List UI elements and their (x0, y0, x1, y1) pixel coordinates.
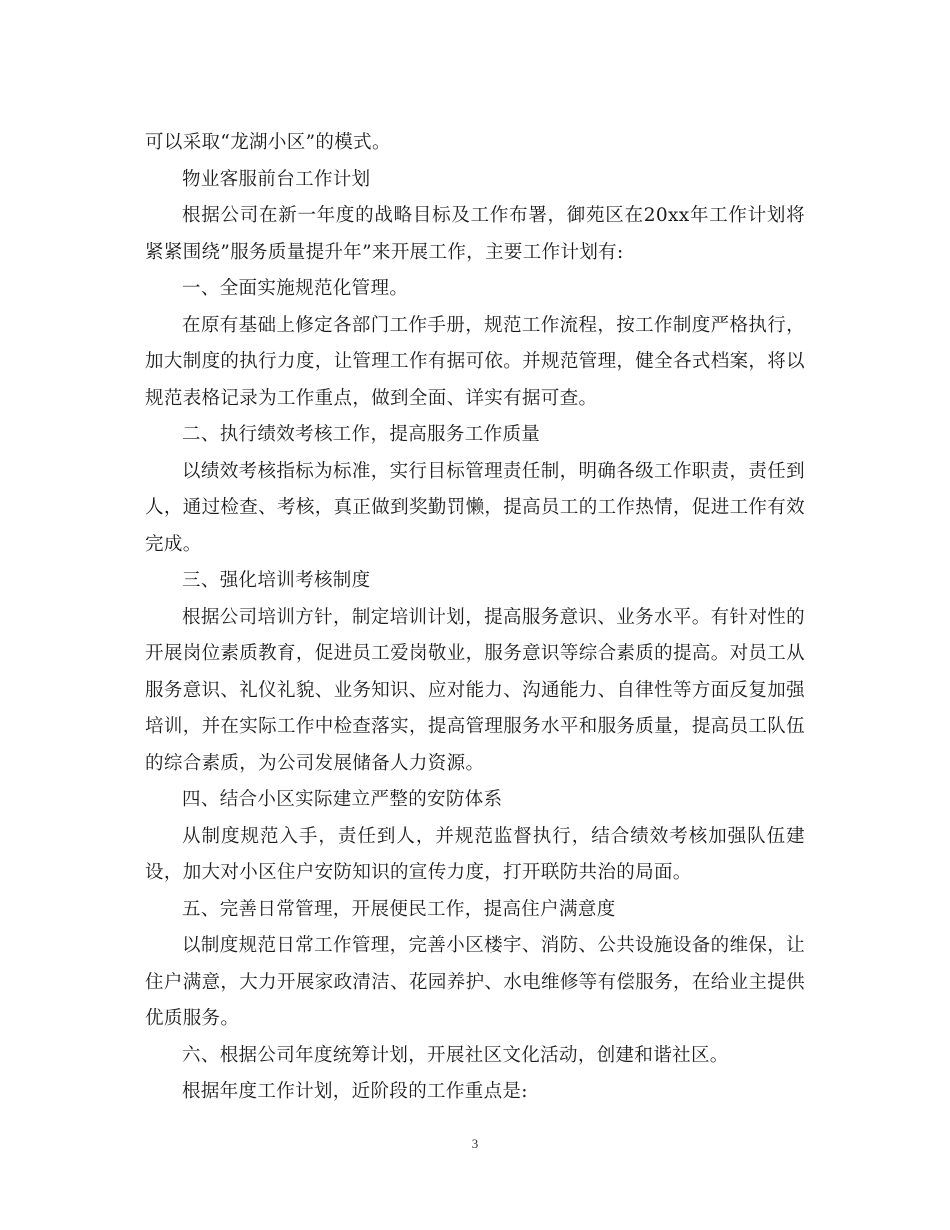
paragraph: 根据公司培训方针，制定培训计划，提高服务意识、业务水平。有针对性的开展岗位素质教育，促进员工爱岗敬业，服务意识等综合素质的提高。对员工从服务意识、礼仪礼貌、业务知识、应对能力、沟通能力、自律性等方面反复加强培训，并在实际工作中检查落实，提高管理服务水平和服务质量，提高员工队伍的综合素质，为公司发展储备人力资源。 (145, 606, 805, 774)
section-heading: 三、强化培训考核制度 (182, 570, 371, 591)
section-title: 物业客服前台工作计划 (182, 168, 371, 190)
section-heading: 二、执行绩效考核工作，提高服务工作质量 (182, 424, 541, 445)
section-heading: 六、根据公司年度统筹计划，开展社区文化活动，创建和谐社区。 (182, 1044, 729, 1066)
paragraph: 可以采取“龙湖小区”的模式。 (145, 132, 391, 153)
paragraph: 以绩效考核指标为标准，实行目标管理责任制，明确各级工作职责，责任到人，通过检查、考核，真正做到奖勤罚懒，提高员工的工作热情，促进工作有效完成。 (145, 460, 805, 555)
section-heading: 五、完善日常管理，开展便民工作，提高住户满意度 (182, 898, 616, 920)
document-body (145, 125, 805, 1111)
paragraph: 在原有基础上修定各部门工作手册，规范工作流程，按工作制度严格执行，加大制度的执行力度，让管理工作有据可依。并规范管理，健全各式档案，将以规范表格记录为工作重点，做到全面、详实有据可查。 (145, 314, 805, 409)
section-heading: 一、全面实施规范化管理。 (182, 278, 409, 299)
page-number: 3 (471, 1136, 479, 1151)
section-heading: 四、结合小区实际建立严整的安防体系 (182, 789, 503, 810)
paragraph: 根据公司在新一年度的战略目标及工作布署，御苑区在20xx年工作计划将紧紧围绕”服务质量提升年”来开展工作，主要工作计划有: (145, 205, 805, 263)
paragraph: 根据年度工作计划，近阶段的工作重点是: (182, 1081, 528, 1102)
paragraph: 以制度规范日常工作管理，完善小区楼宇、消防、公共设施设备的维保，让住户满意，大力开展家政清洁、花园养护、水电维修等有偿服务，在给业主提供优质服务。 (145, 935, 805, 1029)
paragraph: 从制度规范入手，责任到人，并规范监督执行，结合绩效考核加强队伍建设，加大对小区住户安防知识的宣传力度，打开联防共治的局面。 (145, 825, 805, 883)
